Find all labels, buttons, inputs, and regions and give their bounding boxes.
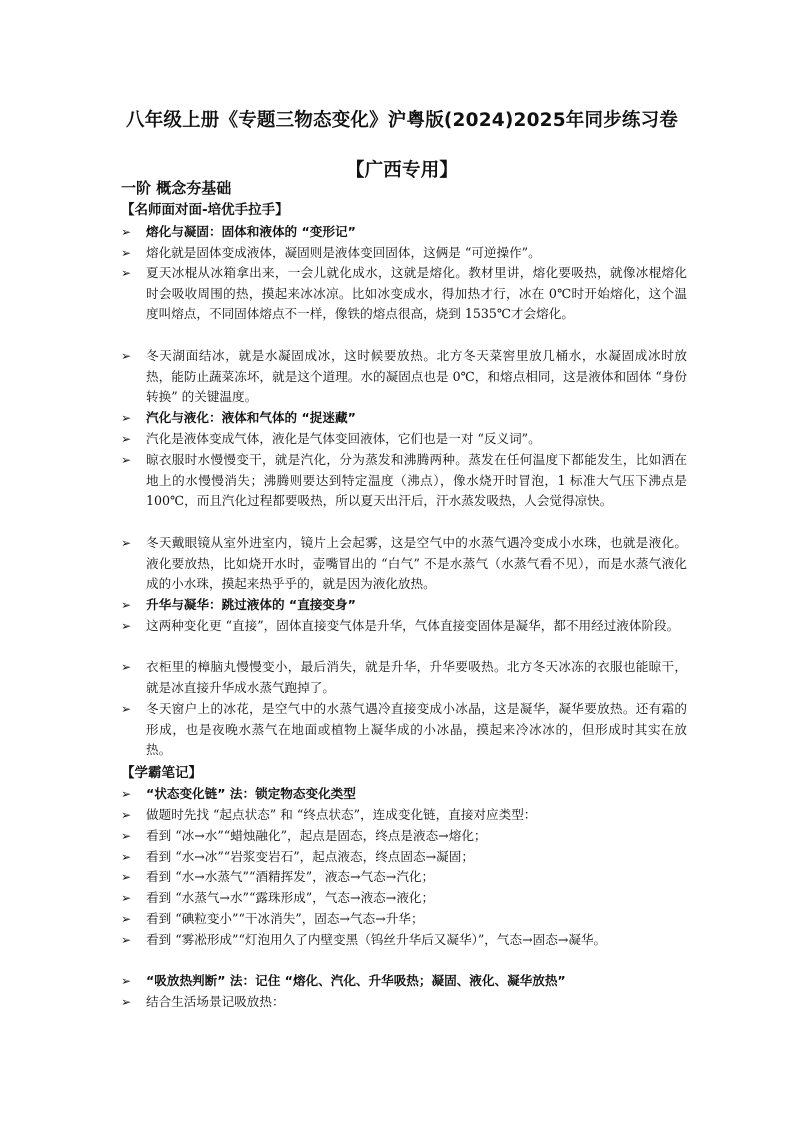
list-item (121, 847, 687, 868)
list-item-text: 汽化与液化：液体和气体的 “捉迷藏” (146, 410, 356, 425)
section-heading: 【学霸笔记】 (121, 765, 202, 781)
list-item-text: 夏天冰棍从冰箱拿出来，一会儿就化成水，这就是熔化。教材里讲，熔化要吸热，就像冰棍熔化时会吸收周围的热，摸起来冰冰凉。比如冰变成水，得加热才行，冰在 0℃时开始熔化，这个温度叫熔点，不同固体熔点不一样，像铁的熔点很高，烧到 1535℃才会熔化。 (146, 265, 687, 321)
list-item (121, 429, 687, 450)
list-item (121, 346, 687, 408)
level-heading: 一阶 概念夯基础 (121, 179, 232, 197)
bullet-arrow-icon: ➢ (121, 453, 132, 467)
bullet-arrow-icon: ➢ (121, 619, 132, 633)
bullet-arrow-icon: ➢ (121, 432, 132, 446)
list-item-text: 看到 “碘粒变小”“干冰消失”，固态→气态→升华； (146, 911, 424, 926)
list-item-text: 结合生活场景记吸放热： (146, 994, 285, 1009)
list-item (121, 533, 687, 595)
list-item (121, 616, 687, 637)
bullet-arrow-icon: ➢ (121, 349, 132, 363)
list-item (121, 784, 687, 805)
list-item-text: 这两种变化更 “直接”，固体直接变气体是升华，气体直接变固体是凝华，都不用经过液体阶段。 (146, 618, 680, 633)
list-item-text: 升华与凝华：跳过液体的 “直接变身” (146, 597, 356, 612)
list-item-text: 看到 “水→水蒸气”“酒精挥发”，液态→气态→汽化； (146, 869, 435, 884)
list-item (121, 805, 687, 826)
list-item (121, 909, 687, 930)
list-item-text: 看到 “水蒸气→水”“露珠形成”，气态→液态→液化； (146, 890, 435, 905)
bullet-arrow-icon: ➢ (121, 850, 132, 864)
bullet-arrow-icon: ➢ (121, 246, 132, 260)
bullet-arrow-icon: ➢ (121, 974, 132, 988)
list-item (121, 263, 687, 325)
list-item-text: “状态变化链” 法：锁定物态变化类型 (146, 786, 356, 801)
bullet-arrow-icon: ➢ (121, 933, 132, 947)
list-item (121, 888, 687, 909)
list-item-text: 看到 “雾凇形成”“灯泡用久了内壁变黑（钨丝升华后又凝华）”，气态→固态→凝华。 (146, 932, 607, 947)
page-title: 八年级上册《专题三物态变化》沪粤版(2024)2025年同步练习卷【广西专用】 (126, 110, 678, 181)
list-item-text: 冬天湖面结冰，就是水凝固成冰，这时候要放热。北方冬天菜窖里放几桶水，水凝固成冰时放热，能防止蔬菜冻坏，就是这个道理。水的凝固点也是 0℃，和熔点相同，这是液体和固体 “身份转换” 的关键温度。 (146, 348, 687, 404)
bullet-arrow-icon: ➢ (121, 266, 132, 280)
list-item-text: 冬天戴眼镜从室外进室内，镜片上会起雾，这是空气中的水蒸气遇冷变成小水珠，也就是液化。液化要放热，比如烧开水时，壶嘴冒出的 “白气” 不是水蒸气（水蒸气看不见），而是水蒸气液化成的小水珠，摸起来热乎乎的，就是因为液化放热。 (146, 535, 687, 591)
bullet-arrow-icon: ➢ (121, 225, 132, 239)
list-item (121, 450, 687, 512)
list-item-text: 晾衣服时水慢慢变干，就是汽化，分为蒸发和沸腾两种。蒸发在任何温度下都能发生，比如洒在地上的水慢慢消失；沸腾则要达到特定温度（沸点），像水烧开时冒泡，1 标准大气压下沸点是 100℃，而且汽化过程都要吸热，所以夏天出汗后，汗水蒸发吸热，人会觉得凉快。 (146, 452, 687, 508)
list-item-text: 衣柜里的樟脑丸慢慢变小，最后消失，就是升华，升华要吸热。北方冬天冰冻的衣服也能晾干，就是冰直接升华成水蒸气跑掉了。 (146, 659, 687, 695)
bullet-arrow-icon: ➢ (121, 787, 132, 801)
list-item (121, 243, 687, 264)
bullet-arrow-icon: ➢ (121, 870, 132, 884)
list-item (121, 867, 687, 888)
section-heading: 【名师面对面-培优手拉手】 (121, 202, 289, 218)
bullet-arrow-icon: ➢ (121, 808, 132, 822)
bullet-arrow-icon: ➢ (121, 598, 132, 612)
list-item-text: 熔化就是固体变成液体，凝固则是液体变回固体，这俩是 “可逆操作”。 (146, 245, 541, 260)
list-item (121, 657, 687, 698)
list-item (121, 930, 687, 951)
list-item (121, 826, 687, 847)
list-item-text: 熔化与凝固：固体和液体的 “变形记” (146, 224, 356, 239)
list-item-text: 冬天窗户上的冰花，是空气中的水蒸气遇冷直接变成小冰晶，这是凝华，凝华要放热。还有霜的形成，也是夜晚水蒸气在地面或植物上凝华成的小冰晶，摸起来冷冰冰的，但形成时其实在放热。 (146, 701, 687, 757)
list-item (121, 222, 687, 243)
list-item-text: 看到 “冰→水”“蜡烛融化”，起点是固态，终点是液态→熔化； (146, 828, 487, 843)
list-item-text: “吸放热判断” 法：记住 “熔化、汽化、升华吸热；凝固、液化、凝华放热” (146, 973, 566, 988)
bullet-arrow-icon: ➢ (121, 995, 132, 1009)
bullet-arrow-icon: ➢ (121, 536, 132, 550)
bullet-arrow-icon: ➢ (121, 829, 132, 843)
bullet-arrow-icon: ➢ (121, 411, 132, 425)
list-item-text: 看到 “水→冰”“岩浆变岩石”，起点液态，终点固态→凝固； (146, 849, 474, 864)
list-item (121, 595, 687, 616)
list-item-text: 做题时先找 “起点状态” 和 “终点状态”，连成变化链，直接对应类型： (146, 807, 537, 822)
list-item (121, 992, 687, 1013)
list-item (121, 408, 687, 429)
list-item (121, 971, 687, 992)
bullet-arrow-icon: ➢ (121, 891, 132, 905)
bullet-arrow-icon: ➢ (121, 912, 132, 926)
list-item (121, 699, 687, 761)
bullet-arrow-icon: ➢ (121, 702, 132, 716)
list-item-text: 汽化是液体变成气体，液化是气体变回液体，它们也是一对 “反义词”。 (146, 431, 541, 446)
bullet-arrow-icon: ➢ (121, 660, 132, 674)
